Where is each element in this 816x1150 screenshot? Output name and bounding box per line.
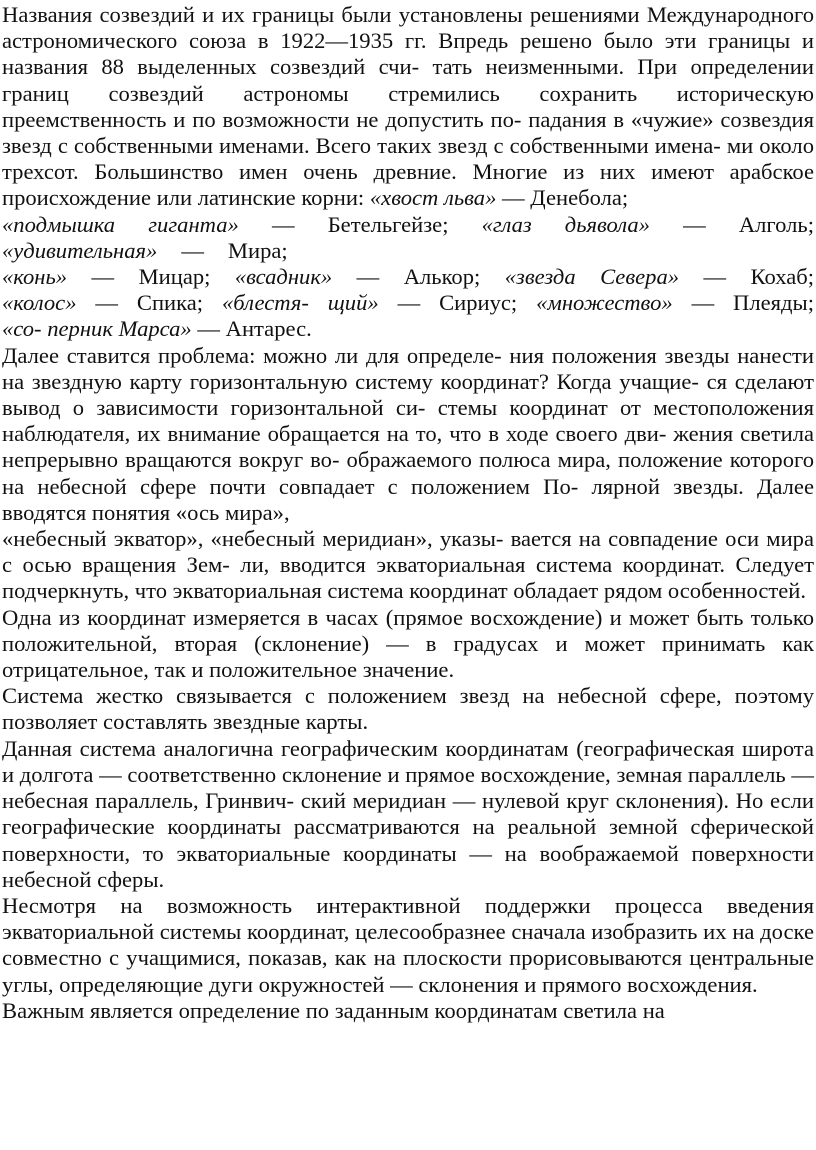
star-name: Антарес. bbox=[225, 316, 312, 342]
star-name: Денебола; bbox=[530, 185, 629, 211]
star-meaning: «удивительная» bbox=[2, 237, 158, 263]
star-meaning: «всадник» bbox=[234, 264, 333, 290]
star-meaning: «со- перник Марса» bbox=[2, 316, 192, 342]
star-meaning: «блестя- щий» bbox=[221, 290, 379, 316]
star-meaning: «колос» bbox=[2, 290, 77, 316]
star-names-line-2: «удивительная» — Мира; bbox=[2, 237, 288, 263]
star-meaning: «звезда Севера» bbox=[504, 264, 680, 290]
star-names-line-5: «со- перник Марса» — Антарес. bbox=[2, 316, 312, 342]
star-name: Мицар; bbox=[138, 264, 211, 290]
star-name: Мира; bbox=[227, 237, 288, 263]
star-name: Спика; bbox=[136, 290, 204, 316]
star-name: Кохаб; bbox=[750, 264, 815, 290]
star-names-line-1: «подмышка гиганта» — Бетельгейзе; «глаз дьявола» — Алголь; bbox=[2, 211, 814, 237]
star-meaning: «конь» bbox=[2, 264, 68, 290]
paragraph-problem: Далее ставится проблема: можно ли для определе- ния положения звезды нанести на звездную карту горизонтальную систему координат? Когда учащие- ся сделают вывод о зависимости горизонтальной си- стемы координат от местоположения наблюдателя, их внимание обращается на то, что в ходе своего дви- жения светила непрерывно вращаются вокруг во- ображаемого полюса мира, положение которого на небесной сфере почти совпадает с положением По- лярной звезды. Далее вводятся понятия «ось мира», bbox=[2, 342, 814, 525]
paragraph-equator: «небесный экватор», «небесный меридиан», указы- вается на совпадение оси мира с осью вращения Зем- ли, вводится экваториальная система координат. Следует подчеркнуть, что экваториальная система координат обладает рядом особенностей. bbox=[2, 526, 814, 604]
star-meaning: «подмышка гиганта» bbox=[2, 211, 239, 237]
paragraph-geographic-analogy: Данная система аналогична географическим координатам (географическая широта и долгота — соответственно склонение и прямое восхождение, земная параллель — небесная параллель, Гринвич- ский меридиан — нулевой круг склонения). Но если географические координаты рассматриваются на реальной земной сферической поверхности, то экваториальные координаты — на воображаемой поверхности небесной сферы. bbox=[2, 735, 814, 892]
star-name: Алголь; bbox=[738, 211, 814, 237]
star-name: Алькор; bbox=[403, 264, 481, 290]
star-names-line-4: «колос» — Спика; «блестя- щий» — Сириус; «множество» — Плеяды; bbox=[2, 290, 815, 316]
paragraph-final: Важным является определение по заданным координатам светила на bbox=[2, 997, 665, 1023]
star-meaning: «хвост льва» bbox=[369, 185, 497, 211]
paragraph-intro: Названия созвездий и их границы были установлены решениями Международного астрономического союза в 1922—1935 гг. Впредь решено было эти границы и названия 88 выделенных созвездий счи- тать неизменными. При определении границ созвездий астрономы стремились сохранить историческую преемственность и по возможности не допустить по- падания в «чужие» созвездия звезд с собственными именами. Всего таких звезд с собственными имена- ми около трехсот. Большинство имен очень древние. Многие из них имеют арабское происхождение или латинские корни: «хвост льва» — Денебола; bbox=[2, 2, 814, 211]
paragraph-intro-text: Названия созвездий и их границы были установлены решениями Международного астрономического союза в 1922—1935 гг. Впредь решено было эти границы и названия 88 выделенных созвездий счи- тать неизменными. При определении границ созвездий астрономы стремились сохранить историческую преемственность и по возможности не допустить по- падания в «чужие» созвездия звезд с собственными именами. Всего таких звезд с собственными имена- ми около трехсот. Большинство имен очень древние. Многие из них имеют арабское происхождение или латинские корни: bbox=[2, 2, 814, 211]
star-name: Бетельгейзе; bbox=[327, 211, 449, 237]
star-meaning: «множество» bbox=[536, 290, 673, 316]
star-meaning: «глаз дьявола» bbox=[481, 211, 650, 237]
paragraph-star-maps: Система жестко связывается с положением звезд на небесной сфере, поэтому позволяет составлять звездные карты. bbox=[2, 683, 814, 735]
paragraph-coordinates: Одна из координат измеряется в часах (прямое восхождение) и может быть только положительной, вторая (склонение) — в градусах и может принимать как отрицательное, так и положительное значение. bbox=[2, 604, 814, 683]
paragraph-blackboard: Несмотря на возможность интерактивной поддержки процесса введения экваториальной системы координат, целесообразнее сначала изобразить их на доске совместно с учащимися, показав, как на плоскости прорисовываются центральные углы, определяющие дуги окружностей — склонения и прямого восхождения. bbox=[2, 892, 814, 997]
star-names-line-3: «конь» — Мицар; «всадник» — Алькор; «звезда Севера» — Кохаб; bbox=[2, 264, 815, 290]
star-name: Сириус; bbox=[439, 290, 518, 316]
star-name: Плеяды; bbox=[733, 290, 815, 316]
